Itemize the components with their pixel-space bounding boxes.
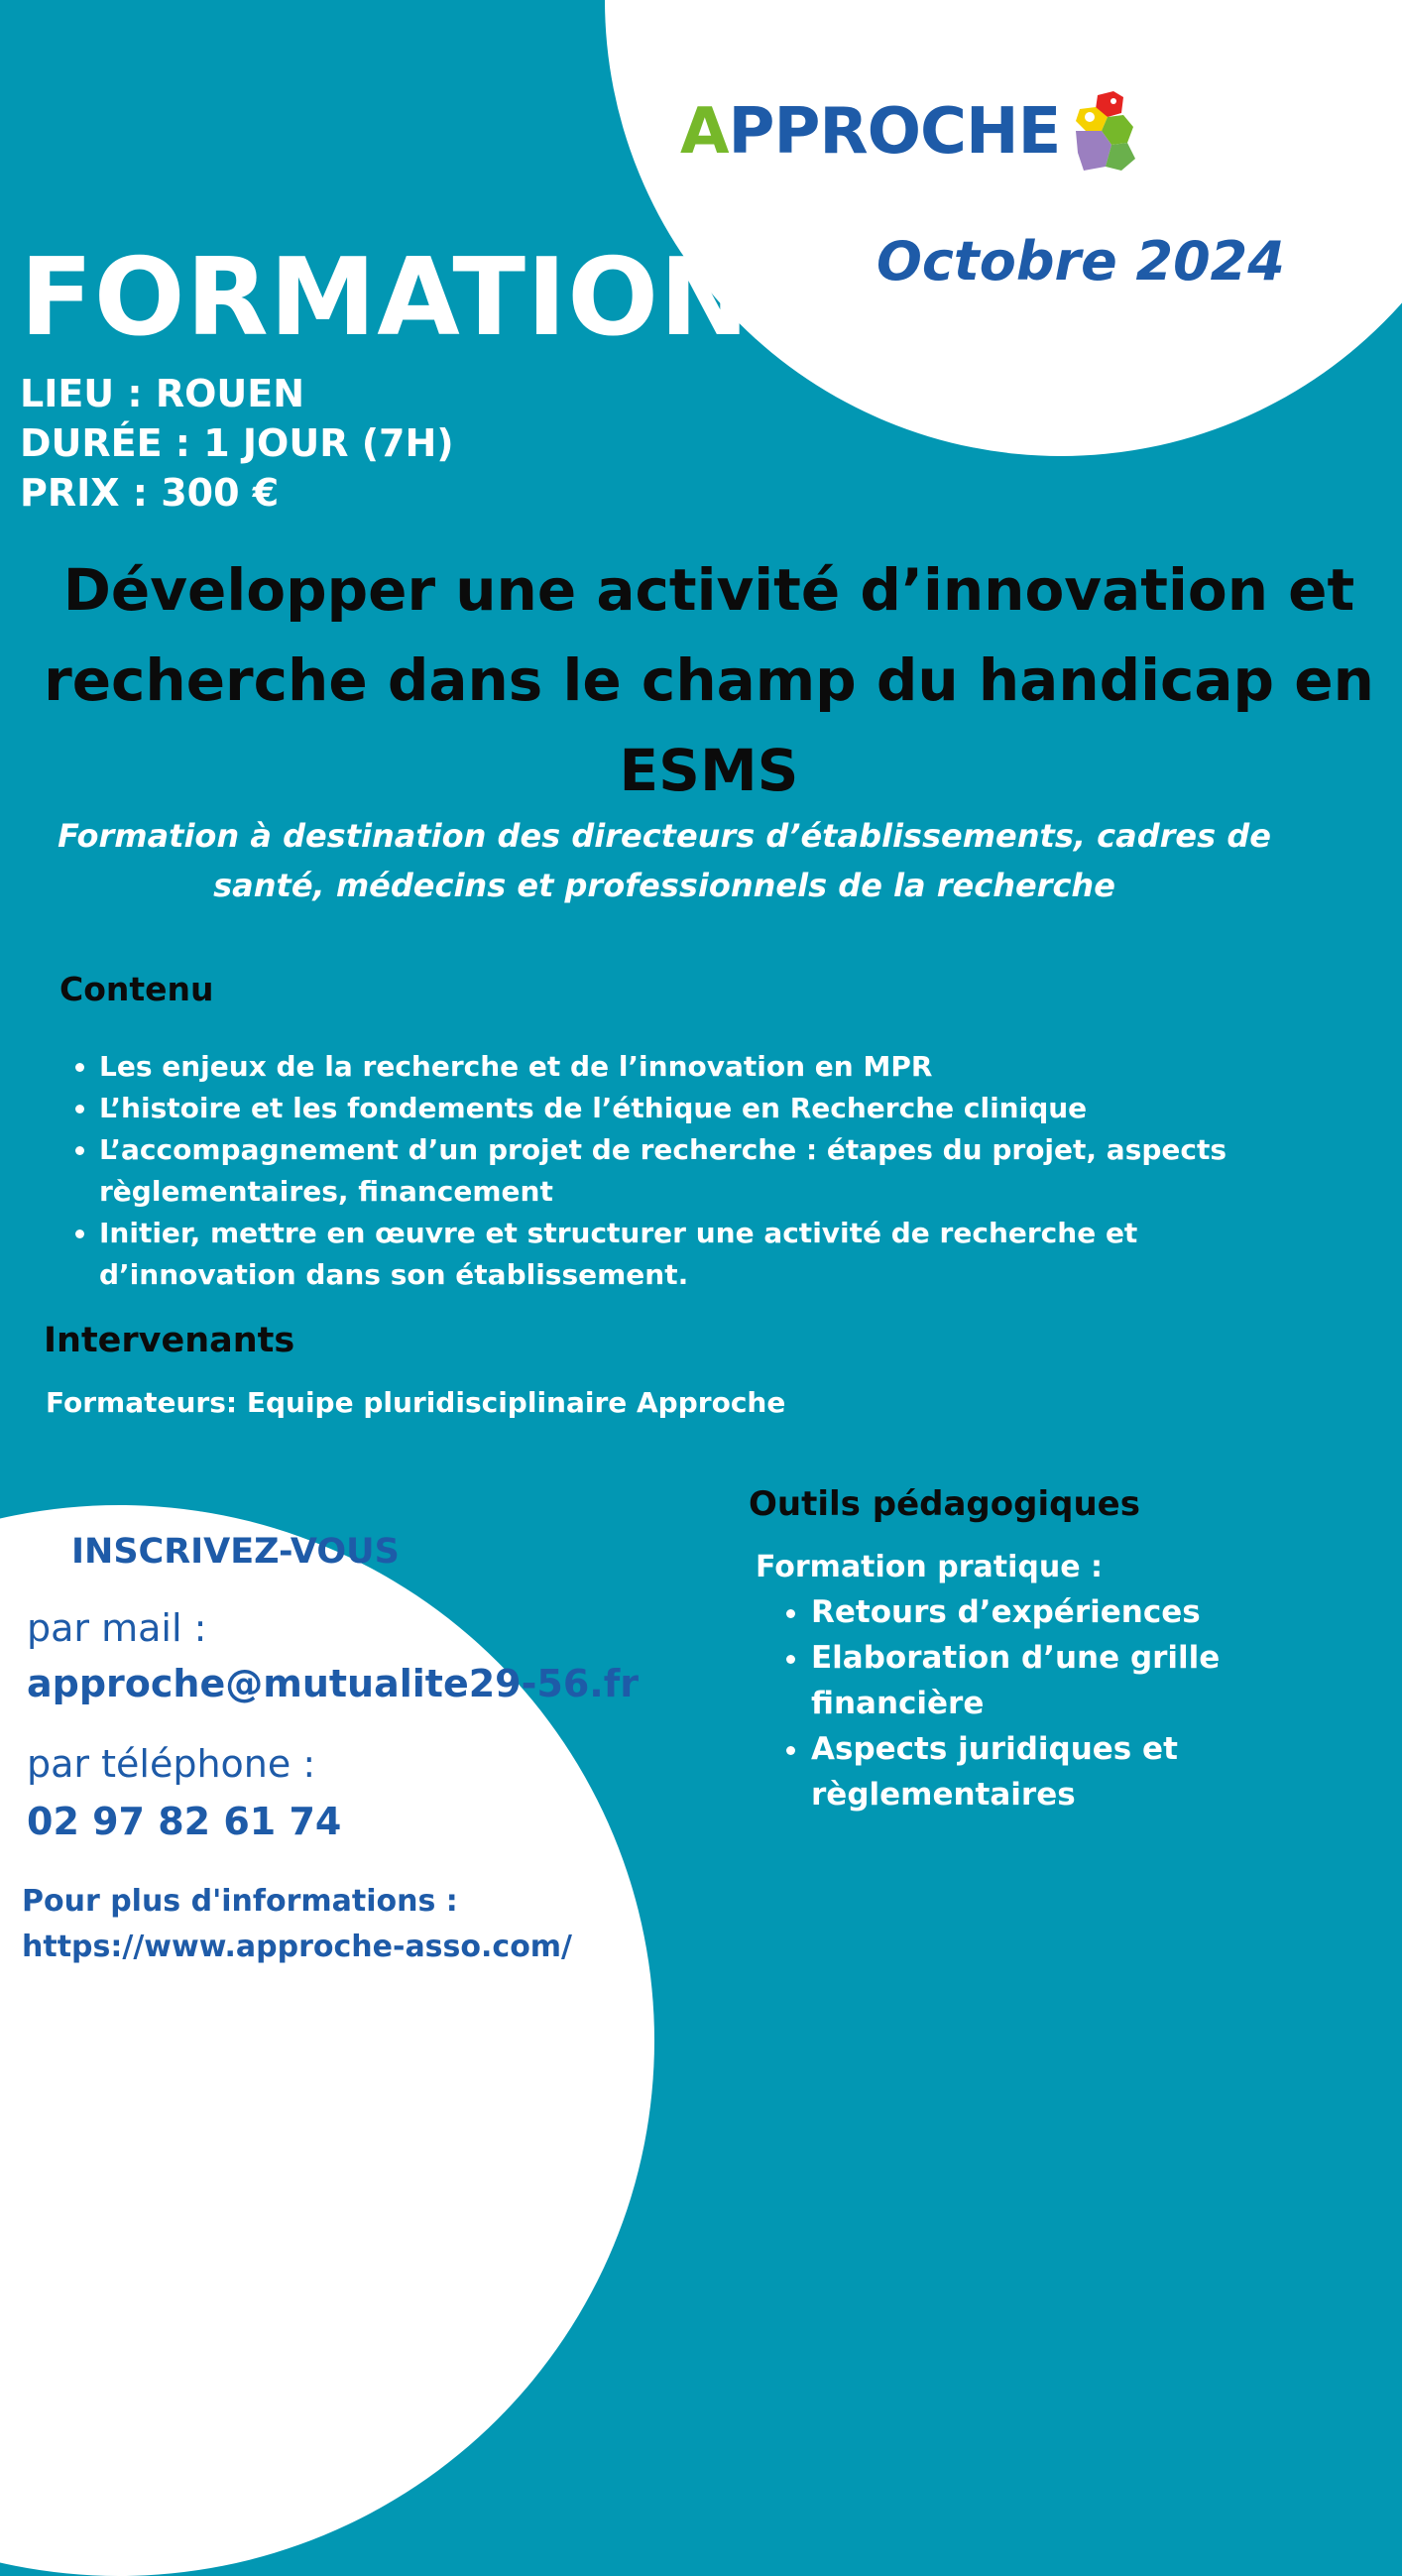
outils-list xyxy=(783,1589,1287,1817)
session-date: Octobre 2024 xyxy=(876,230,1285,293)
formation-heading: FORMATION xyxy=(20,236,751,360)
title-line-1: Développer une activité d’innovation et xyxy=(62,556,1355,624)
contenu-list xyxy=(69,1046,1329,1296)
list-item: • Aspects juridiques et règlementaires xyxy=(811,1726,1287,1817)
outils-subheading: Formation pratique : xyxy=(756,1550,1103,1584)
training-details xyxy=(20,369,454,518)
target-audience xyxy=(40,811,1289,910)
list-item: • Initier, mettre en œuvre et structurer une activité de recherche et d’innovation dans son établissement. xyxy=(99,1213,1329,1296)
list-item: • Retours d’expériences xyxy=(811,1589,1287,1635)
location-text: LIEU : ROUEN xyxy=(20,372,305,415)
phone-number[interactable]: 02 97 82 61 74 xyxy=(27,1800,342,1843)
list-item: • L’accompagnement d’un projet de recherche : étapes du projet, aspects règlementaires, financement xyxy=(99,1129,1329,1213)
price-text: PRIX : 300 € xyxy=(20,471,280,515)
email-link[interactable]: approche@mutualite29-56.fr xyxy=(27,1662,639,1705)
outils-heading: Outils pédagogiques xyxy=(749,1484,1140,1524)
inscription-heading: INSCRIVEZ-VOUS xyxy=(71,1532,400,1572)
title-line-2: recherche dans le champ du handicap en xyxy=(44,646,1374,714)
more-info xyxy=(22,1879,572,1970)
subtitle-line-2: santé, médecins et professionnels de la recherche xyxy=(213,867,1115,904)
list-item: • L’histoire et les fondements de l’éthique en Recherche clinique xyxy=(99,1088,1329,1129)
mail-label: par mail : xyxy=(27,1606,207,1650)
list-item: • Elaboration d’une grille financière xyxy=(811,1635,1287,1726)
top-right-white-circle xyxy=(605,0,1402,456)
list-item: • Les enjeux de la recherche et de l’innovation en MPR xyxy=(99,1046,1329,1088)
intervenants-text: Formateurs: Equipe pluridisciplinaire Approche xyxy=(46,1386,786,1419)
title-line-3: ESMS xyxy=(619,737,799,804)
phone-label: par téléphone : xyxy=(27,1742,316,1786)
contenu-heading: Contenu xyxy=(59,970,214,1008)
logo-text: PPROCHE xyxy=(728,95,1061,169)
approche-logo xyxy=(680,87,1141,176)
subtitle-line-1: Formation à destination des directeurs d’établissements, cadres de xyxy=(58,817,1271,855)
training-title xyxy=(30,545,1388,816)
website-link[interactable]: https://www.approche-asso.com/ xyxy=(22,1930,573,1964)
intervenants-heading: Intervenants xyxy=(44,1321,295,1360)
logo-letter-a: A xyxy=(680,95,729,169)
duration-text: DURÉE : 1 JOUR (7H) xyxy=(20,421,454,465)
info-label: Pour plus d'informations : xyxy=(22,1884,458,1919)
france-regions-map-icon xyxy=(1062,87,1141,176)
